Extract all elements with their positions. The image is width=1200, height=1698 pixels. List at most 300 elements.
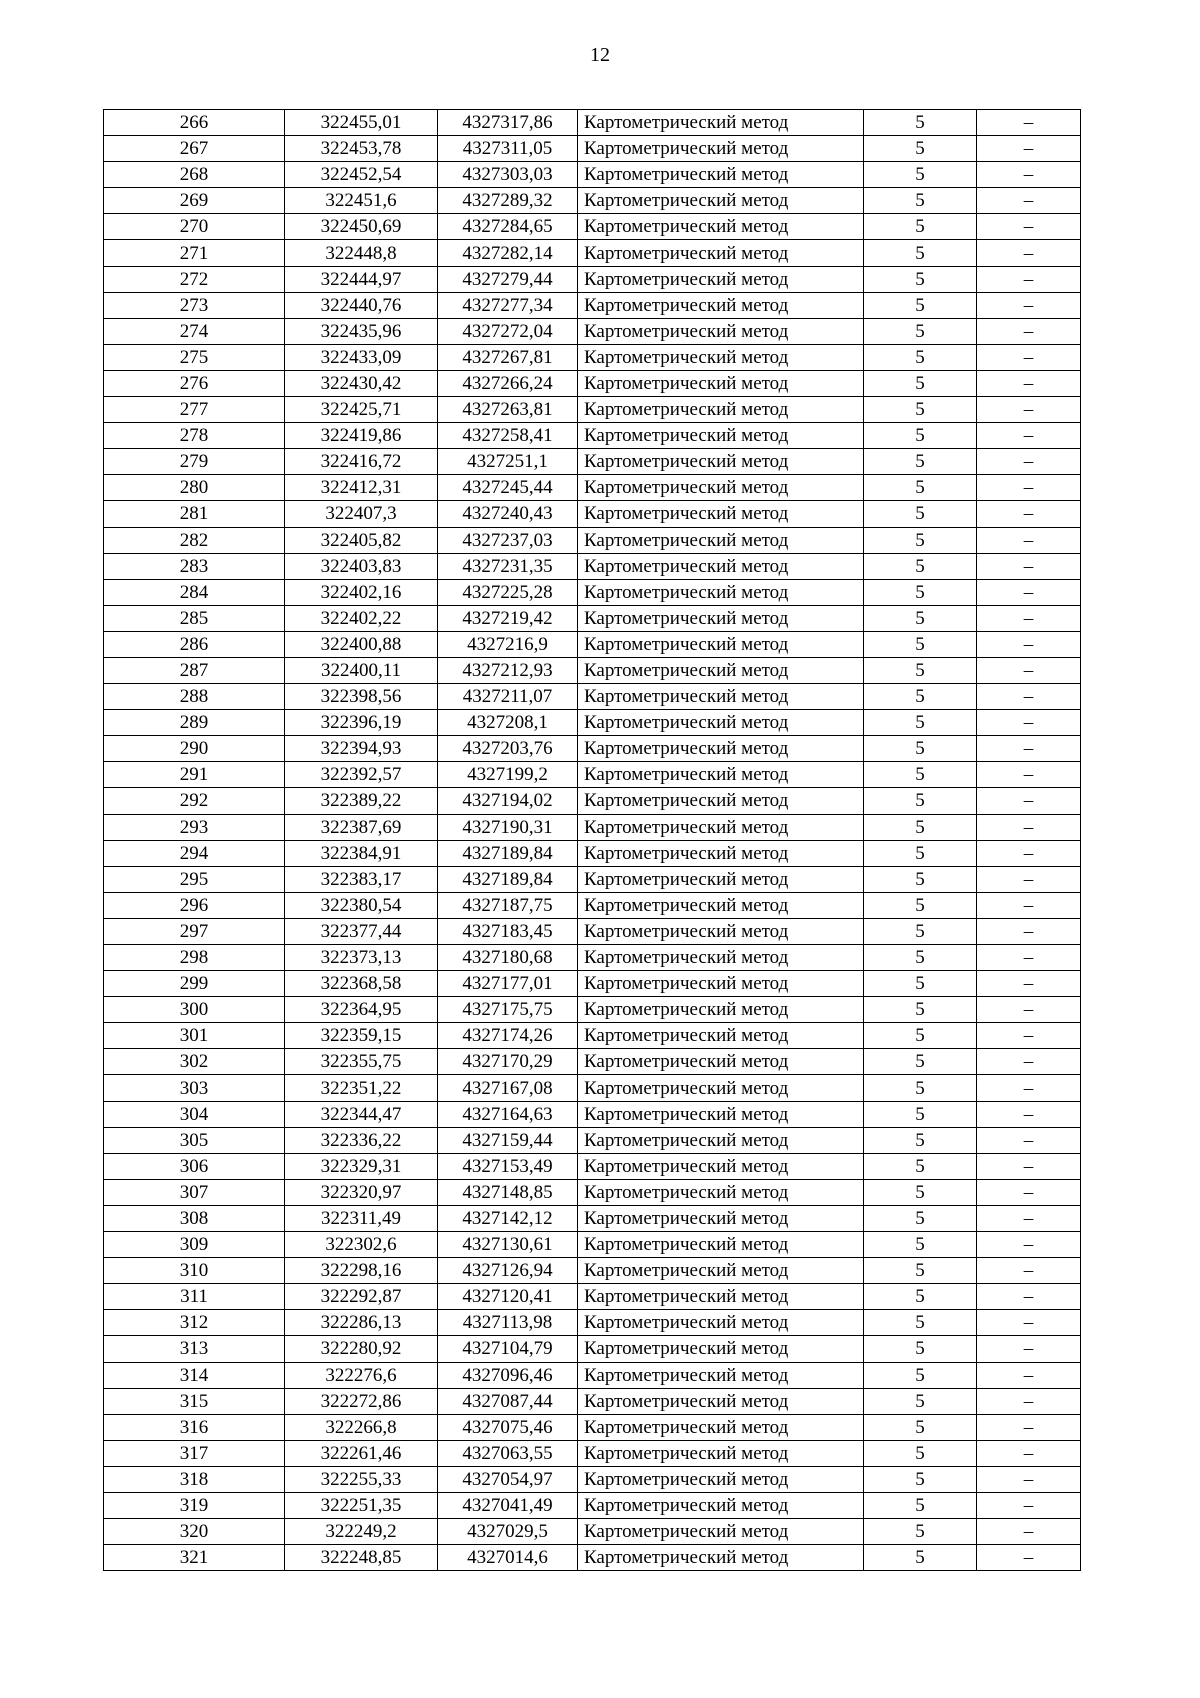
accuracy-cell: 5 (864, 1205, 977, 1231)
x-coordinate-cell: 322451,6 (285, 188, 438, 214)
y-coordinate-cell: 4327219,42 (438, 605, 578, 631)
note-cell: – (977, 188, 1081, 214)
point-number-cell: 275 (104, 344, 285, 370)
y-coordinate-cell: 4327311,05 (438, 136, 578, 162)
method-cell: Картометрический метод (578, 1127, 864, 1153)
x-coordinate-cell: 322368,58 (285, 971, 438, 997)
point-number-cell: 303 (104, 1075, 285, 1101)
table-row (104, 1153, 1081, 1179)
table-row (104, 1362, 1081, 1388)
coordinates-table-body (104, 110, 1081, 1571)
accuracy-cell: 5 (864, 1519, 977, 1545)
accuracy-cell: 5 (864, 1362, 977, 1388)
x-coordinate-cell: 322387,69 (285, 814, 438, 840)
y-coordinate-cell: 4327054,97 (438, 1466, 578, 1492)
method-cell: Картометрический метод (578, 449, 864, 475)
table-row (104, 370, 1081, 396)
note-cell: – (977, 605, 1081, 631)
x-coordinate-cell: 322364,95 (285, 997, 438, 1023)
note-cell: – (977, 266, 1081, 292)
accuracy-cell: 5 (864, 370, 977, 396)
point-number-cell: 283 (104, 553, 285, 579)
accuracy-cell: 5 (864, 945, 977, 971)
point-number-cell: 313 (104, 1336, 285, 1362)
table-row (104, 684, 1081, 710)
table-row (104, 1519, 1081, 1545)
point-number-cell: 302 (104, 1049, 285, 1075)
accuracy-cell: 5 (864, 631, 977, 657)
x-coordinate-cell: 322402,22 (285, 605, 438, 631)
table-row (104, 1049, 1081, 1075)
method-cell: Картометрический метод (578, 1519, 864, 1545)
method-cell: Картометрический метод (578, 736, 864, 762)
point-number-cell: 312 (104, 1310, 285, 1336)
point-number-cell: 285 (104, 605, 285, 631)
point-number-cell: 276 (104, 370, 285, 396)
x-coordinate-cell: 322380,54 (285, 892, 438, 918)
table-row (104, 1336, 1081, 1362)
method-cell: Картометрический метод (578, 1101, 864, 1127)
coordinates-table (103, 109, 1081, 1571)
point-number-cell: 306 (104, 1153, 285, 1179)
point-number-cell: 288 (104, 684, 285, 710)
point-number-cell: 318 (104, 1466, 285, 1492)
method-cell: Картометрический метод (578, 605, 864, 631)
method-cell: Картометрический метод (578, 710, 864, 736)
x-coordinate-cell: 322448,8 (285, 240, 438, 266)
x-coordinate-cell: 322444,97 (285, 266, 438, 292)
table-row (104, 1205, 1081, 1231)
note-cell: – (977, 527, 1081, 553)
method-cell: Картометрический метод (578, 1545, 864, 1571)
table-row (104, 1284, 1081, 1310)
y-coordinate-cell: 4327187,75 (438, 892, 578, 918)
table-row (104, 866, 1081, 892)
x-coordinate-cell: 322320,97 (285, 1179, 438, 1205)
note-cell: – (977, 814, 1081, 840)
point-number-cell: 271 (104, 240, 285, 266)
table-row (104, 527, 1081, 553)
accuracy-cell: 5 (864, 1023, 977, 1049)
accuracy-cell: 5 (864, 736, 977, 762)
method-cell: Картометрический метод (578, 657, 864, 683)
note-cell: – (977, 631, 1081, 657)
note-cell: – (977, 1519, 1081, 1545)
y-coordinate-cell: 4327096,46 (438, 1362, 578, 1388)
y-coordinate-cell: 4327148,85 (438, 1179, 578, 1205)
table-row (104, 736, 1081, 762)
note-cell: – (977, 162, 1081, 188)
method-cell: Картометрический метод (578, 1258, 864, 1284)
method-cell: Картометрический метод (578, 814, 864, 840)
table-row (104, 631, 1081, 657)
table-row (104, 344, 1081, 370)
point-number-cell: 296 (104, 892, 285, 918)
point-number-cell: 298 (104, 945, 285, 971)
y-coordinate-cell: 4327203,76 (438, 736, 578, 762)
accuracy-cell: 5 (864, 266, 977, 292)
table-row (104, 553, 1081, 579)
accuracy-cell: 5 (864, 136, 977, 162)
y-coordinate-cell: 4327199,2 (438, 762, 578, 788)
note-cell: – (977, 292, 1081, 318)
y-coordinate-cell: 4327104,79 (438, 1336, 578, 1362)
note-cell: – (977, 1284, 1081, 1310)
point-number-cell: 301 (104, 1023, 285, 1049)
table-row (104, 1258, 1081, 1284)
table-row (104, 762, 1081, 788)
x-coordinate-cell: 322435,96 (285, 318, 438, 344)
table-row (104, 501, 1081, 527)
point-number-cell: 268 (104, 162, 285, 188)
accuracy-cell: 5 (864, 684, 977, 710)
table-row (104, 1388, 1081, 1414)
note-cell: – (977, 710, 1081, 736)
table-row (104, 997, 1081, 1023)
point-number-cell: 319 (104, 1492, 285, 1518)
accuracy-cell: 5 (864, 162, 977, 188)
point-number-cell: 284 (104, 579, 285, 605)
method-cell: Картометрический метод (578, 1075, 864, 1101)
accuracy-cell: 5 (864, 475, 977, 501)
method-cell: Картометрический метод (578, 110, 864, 136)
y-coordinate-cell: 4327240,43 (438, 501, 578, 527)
y-coordinate-cell: 4327194,02 (438, 788, 578, 814)
y-coordinate-cell: 4327245,44 (438, 475, 578, 501)
table-row (104, 657, 1081, 683)
method-cell: Картометрический метод (578, 1284, 864, 1310)
method-cell: Картометрический метод (578, 344, 864, 370)
x-coordinate-cell: 322355,75 (285, 1049, 438, 1075)
x-coordinate-cell: 322377,44 (285, 918, 438, 944)
table-row (104, 162, 1081, 188)
x-coordinate-cell: 322272,86 (285, 1388, 438, 1414)
x-coordinate-cell: 322249,2 (285, 1519, 438, 1545)
note-cell: – (977, 1310, 1081, 1336)
x-coordinate-cell: 322400,11 (285, 657, 438, 683)
table-row (104, 840, 1081, 866)
accuracy-cell: 5 (864, 110, 977, 136)
method-cell: Картометрический метод (578, 1049, 864, 1075)
y-coordinate-cell: 4327258,41 (438, 423, 578, 449)
point-number-cell: 293 (104, 814, 285, 840)
y-coordinate-cell: 4327190,31 (438, 814, 578, 840)
method-cell: Картометрический метод (578, 1205, 864, 1231)
x-coordinate-cell: 322286,13 (285, 1310, 438, 1336)
note-cell: – (977, 553, 1081, 579)
accuracy-cell: 5 (864, 1310, 977, 1336)
point-number-cell: 269 (104, 188, 285, 214)
note-cell: – (977, 370, 1081, 396)
note-cell: – (977, 1127, 1081, 1153)
x-coordinate-cell: 322373,13 (285, 945, 438, 971)
accuracy-cell: 5 (864, 397, 977, 423)
accuracy-cell: 5 (864, 971, 977, 997)
accuracy-cell: 5 (864, 1284, 977, 1310)
x-coordinate-cell: 322452,54 (285, 162, 438, 188)
y-coordinate-cell: 4327130,61 (438, 1232, 578, 1258)
y-coordinate-cell: 4327170,29 (438, 1049, 578, 1075)
y-coordinate-cell: 4327282,14 (438, 240, 578, 266)
accuracy-cell: 5 (864, 1258, 977, 1284)
accuracy-cell: 5 (864, 1179, 977, 1205)
x-coordinate-cell: 322430,42 (285, 370, 438, 396)
accuracy-cell: 5 (864, 892, 977, 918)
x-coordinate-cell: 322455,01 (285, 110, 438, 136)
accuracy-cell: 5 (864, 527, 977, 553)
note-cell: – (977, 1232, 1081, 1258)
method-cell: Картометрический метод (578, 1414, 864, 1440)
note-cell: – (977, 397, 1081, 423)
note-cell: – (977, 501, 1081, 527)
y-coordinate-cell: 4327180,68 (438, 945, 578, 971)
note-cell: – (977, 1205, 1081, 1231)
table-row (104, 1023, 1081, 1049)
method-cell: Картометрический метод (578, 684, 864, 710)
y-coordinate-cell: 4327087,44 (438, 1388, 578, 1414)
method-cell: Картометрический метод (578, 188, 864, 214)
x-coordinate-cell: 322251,35 (285, 1492, 438, 1518)
method-cell: Картометрический метод (578, 1023, 864, 1049)
point-number-cell: 281 (104, 501, 285, 527)
method-cell: Картометрический метод (578, 162, 864, 188)
table-row (104, 1440, 1081, 1466)
y-coordinate-cell: 4327267,81 (438, 344, 578, 370)
table-row (104, 971, 1081, 997)
page-number: 12 (590, 44, 610, 66)
note-cell: – (977, 1492, 1081, 1518)
note-cell: – (977, 214, 1081, 240)
x-coordinate-cell: 322412,31 (285, 475, 438, 501)
y-coordinate-cell: 4327272,04 (438, 318, 578, 344)
y-coordinate-cell: 4327317,86 (438, 110, 578, 136)
y-coordinate-cell: 4327211,07 (438, 684, 578, 710)
note-cell: – (977, 657, 1081, 683)
y-coordinate-cell: 4327113,98 (438, 1310, 578, 1336)
note-cell: – (977, 762, 1081, 788)
x-coordinate-cell: 322280,92 (285, 1336, 438, 1362)
point-number-cell: 270 (104, 214, 285, 240)
method-cell: Картометрический метод (578, 1232, 864, 1258)
x-coordinate-cell: 322440,76 (285, 292, 438, 318)
accuracy-cell: 5 (864, 762, 977, 788)
y-coordinate-cell: 4327208,1 (438, 710, 578, 736)
point-number-cell: 299 (104, 971, 285, 997)
table-row (104, 240, 1081, 266)
y-coordinate-cell: 4327029,5 (438, 1519, 578, 1545)
x-coordinate-cell: 322419,86 (285, 423, 438, 449)
point-number-cell: 280 (104, 475, 285, 501)
point-number-cell: 273 (104, 292, 285, 318)
accuracy-cell: 5 (864, 1492, 977, 1518)
table-row (104, 318, 1081, 344)
point-number-cell: 272 (104, 266, 285, 292)
x-coordinate-cell: 322392,57 (285, 762, 438, 788)
y-coordinate-cell: 4327075,46 (438, 1414, 578, 1440)
y-coordinate-cell: 4327063,55 (438, 1440, 578, 1466)
accuracy-cell: 5 (864, 997, 977, 1023)
x-coordinate-cell: 322416,72 (285, 449, 438, 475)
x-coordinate-cell: 322396,19 (285, 710, 438, 736)
note-cell: – (977, 1258, 1081, 1284)
table-row (104, 1466, 1081, 1492)
y-coordinate-cell: 4327189,84 (438, 866, 578, 892)
point-number-cell: 320 (104, 1519, 285, 1545)
point-number-cell: 297 (104, 918, 285, 944)
x-coordinate-cell: 322248,85 (285, 1545, 438, 1571)
method-cell: Картометрический метод (578, 971, 864, 997)
table-row (104, 423, 1081, 449)
point-number-cell: 274 (104, 318, 285, 344)
note-cell: – (977, 1440, 1081, 1466)
accuracy-cell: 5 (864, 1440, 977, 1466)
method-cell: Картометрический метод (578, 631, 864, 657)
note-cell: – (977, 1153, 1081, 1179)
y-coordinate-cell: 4327183,45 (438, 918, 578, 944)
y-coordinate-cell: 4327164,63 (438, 1101, 578, 1127)
x-coordinate-cell: 322359,15 (285, 1023, 438, 1049)
method-cell: Картометрический метод (578, 892, 864, 918)
point-number-cell: 289 (104, 710, 285, 736)
x-coordinate-cell: 322425,71 (285, 397, 438, 423)
note-cell: – (977, 1049, 1081, 1075)
accuracy-cell: 5 (864, 1127, 977, 1153)
y-coordinate-cell: 4327289,32 (438, 188, 578, 214)
point-number-cell: 321 (104, 1545, 285, 1571)
note-cell: – (977, 110, 1081, 136)
note-cell: – (977, 318, 1081, 344)
method-cell: Картометрический метод (578, 1153, 864, 1179)
table-row (104, 475, 1081, 501)
note-cell: – (977, 788, 1081, 814)
table-row (104, 1075, 1081, 1101)
method-cell: Картометрический метод (578, 918, 864, 944)
x-coordinate-cell: 322311,49 (285, 1205, 438, 1231)
y-coordinate-cell: 4327251,1 (438, 449, 578, 475)
note-cell: – (977, 1545, 1081, 1571)
point-number-cell: 282 (104, 527, 285, 553)
x-coordinate-cell: 322453,78 (285, 136, 438, 162)
y-coordinate-cell: 4327225,28 (438, 579, 578, 605)
point-number-cell: 316 (104, 1414, 285, 1440)
method-cell: Картометрический метод (578, 292, 864, 318)
table-row (104, 1101, 1081, 1127)
point-number-cell: 308 (104, 1205, 285, 1231)
note-cell: – (977, 736, 1081, 762)
note-cell: – (977, 997, 1081, 1023)
y-coordinate-cell: 4327303,03 (438, 162, 578, 188)
accuracy-cell: 5 (864, 188, 977, 214)
table-row (104, 110, 1081, 136)
note-cell: – (977, 449, 1081, 475)
y-coordinate-cell: 4327231,35 (438, 553, 578, 579)
point-number-cell: 266 (104, 110, 285, 136)
note-cell: – (977, 1388, 1081, 1414)
note-cell: – (977, 918, 1081, 944)
method-cell: Картометрический метод (578, 527, 864, 553)
accuracy-cell: 5 (864, 710, 977, 736)
note-cell: – (977, 945, 1081, 971)
y-coordinate-cell: 4327174,26 (438, 1023, 578, 1049)
note-cell: – (977, 579, 1081, 605)
method-cell: Картометрический метод (578, 1362, 864, 1388)
point-number-cell: 314 (104, 1362, 285, 1388)
point-number-cell: 315 (104, 1388, 285, 1414)
method-cell: Картометрический метод (578, 788, 864, 814)
point-number-cell: 305 (104, 1127, 285, 1153)
point-number-cell: 279 (104, 449, 285, 475)
accuracy-cell: 5 (864, 292, 977, 318)
table-row (104, 1179, 1081, 1205)
point-number-cell: 267 (104, 136, 285, 162)
table-row (104, 397, 1081, 423)
method-cell: Картометрический метод (578, 266, 864, 292)
note-cell: – (977, 866, 1081, 892)
accuracy-cell: 5 (864, 918, 977, 944)
table-row (104, 1545, 1081, 1571)
x-coordinate-cell: 322344,47 (285, 1101, 438, 1127)
method-cell: Картометрический метод (578, 423, 864, 449)
x-coordinate-cell: 322329,31 (285, 1153, 438, 1179)
method-cell: Картометрический метод (578, 1336, 864, 1362)
point-number-cell: 304 (104, 1101, 285, 1127)
x-coordinate-cell: 322407,3 (285, 501, 438, 527)
y-coordinate-cell: 4327041,49 (438, 1492, 578, 1518)
accuracy-cell: 5 (864, 214, 977, 240)
x-coordinate-cell: 322402,16 (285, 579, 438, 605)
method-cell: Картометрический метод (578, 1310, 864, 1336)
table-row (104, 814, 1081, 840)
x-coordinate-cell: 322383,17 (285, 866, 438, 892)
accuracy-cell: 5 (864, 1545, 977, 1571)
method-cell: Картометрический метод (578, 370, 864, 396)
method-cell: Картометрический метод (578, 1179, 864, 1205)
y-coordinate-cell: 4327266,24 (438, 370, 578, 396)
point-number-cell: 287 (104, 657, 285, 683)
x-coordinate-cell: 322336,22 (285, 1127, 438, 1153)
table-row (104, 292, 1081, 318)
table-row (104, 188, 1081, 214)
y-coordinate-cell: 4327153,49 (438, 1153, 578, 1179)
accuracy-cell: 5 (864, 423, 977, 449)
method-cell: Картометрический метод (578, 553, 864, 579)
note-cell: – (977, 1023, 1081, 1049)
note-cell: – (977, 1414, 1081, 1440)
table-row (104, 266, 1081, 292)
x-coordinate-cell: 322255,33 (285, 1466, 438, 1492)
x-coordinate-cell: 322302,6 (285, 1232, 438, 1258)
x-coordinate-cell: 322351,22 (285, 1075, 438, 1101)
point-number-cell: 310 (104, 1258, 285, 1284)
method-cell: Картометрический метод (578, 866, 864, 892)
x-coordinate-cell: 322394,93 (285, 736, 438, 762)
table-row (104, 1310, 1081, 1336)
y-coordinate-cell: 4327159,44 (438, 1127, 578, 1153)
method-cell: Картометрический метод (578, 1466, 864, 1492)
note-cell: – (977, 1466, 1081, 1492)
accuracy-cell: 5 (864, 449, 977, 475)
accuracy-cell: 5 (864, 240, 977, 266)
y-coordinate-cell: 4327142,12 (438, 1205, 578, 1231)
accuracy-cell: 5 (864, 1153, 977, 1179)
point-number-cell: 286 (104, 631, 285, 657)
accuracy-cell: 5 (864, 840, 977, 866)
y-coordinate-cell: 4327279,44 (438, 266, 578, 292)
method-cell: Картометрический метод (578, 1388, 864, 1414)
x-coordinate-cell: 322384,91 (285, 840, 438, 866)
x-coordinate-cell: 322276,6 (285, 1362, 438, 1388)
x-coordinate-cell: 322433,09 (285, 344, 438, 370)
